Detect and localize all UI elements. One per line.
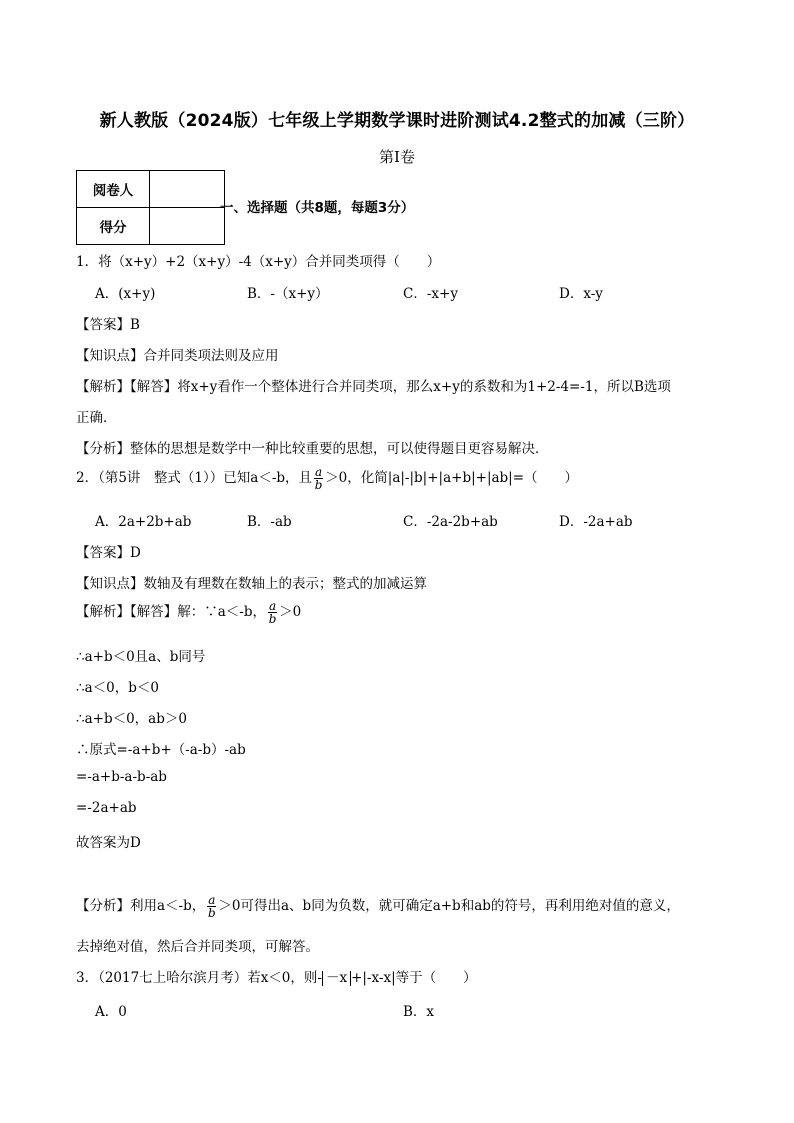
q2-option-b: B．-ab — [247, 514, 292, 530]
q3-option-a: A．0 — [95, 1004, 127, 1020]
q2-fenxi-pre: 【分析】利用a＜-b， — [76, 898, 206, 914]
grading-table — [76, 170, 225, 245]
q2-stem-pre: 2．（第5讲 整式（1））已知a＜-b，且 — [76, 470, 313, 486]
q3-option-b: B．x — [403, 1004, 435, 1020]
q1-option-b: B．-（x+y） — [247, 286, 329, 302]
q2-step: ∴a+b＜0，ab＞0 — [76, 711, 187, 727]
fraction-denominator: b — [268, 612, 277, 626]
q2-step: =-a+b-a-b-ab — [76, 769, 167, 785]
q2-answer: 【答案】D — [76, 545, 141, 561]
q2-fenxi-line2: 去掉绝对值，然后合并同类项，可解答。 — [76, 939, 319, 955]
q2-analysis-fraction — [268, 600, 277, 625]
q1-analysis-line2: 正确． — [76, 410, 117, 426]
q1-option-d: D．x-y — [559, 286, 603, 302]
q2-knowledge: 【知识点】数轴及有理数在数轴上的表示；整式的加减运算 — [76, 576, 427, 592]
q2-fenxi-fraction — [207, 894, 216, 919]
q1-stem: 1．将（x+y）+2（x+y）-4（x+y）合并同类项得（ ） — [76, 254, 441, 270]
fraction-denominator: b — [314, 478, 323, 492]
q2-conclusion: 故答案为D — [76, 835, 141, 851]
volume-label: 第Ⅰ卷 — [379, 148, 415, 166]
q2-analysis — [76, 600, 301, 625]
q1-option-c: C．-x+y — [403, 286, 458, 302]
q1-option-a: A．(x+y) — [95, 286, 156, 302]
document-title: 新人教版（2024版）七年级上学期数学课时进阶测试4.2整式的加减（三阶） — [99, 111, 695, 131]
section-heading: 一、选择题（共8题，每题3分） — [220, 200, 415, 216]
q2-stem-fraction — [314, 466, 323, 491]
q3-stem-pre: 3．（2017七上哈尔滨月考）若x＜0，则- — [76, 970, 322, 986]
q2-step: ∴a+b＜0且a、b同号 — [76, 649, 206, 665]
reviewer-label: 阅卷人 — [77, 171, 150, 208]
q2-analysis-post: ＞0 — [279, 604, 302, 620]
q2-option-c: C．-2a-2b+ab — [403, 514, 498, 530]
q2-option-d: D．-2a+ab — [559, 514, 633, 530]
fraction-numerator: a — [208, 893, 216, 907]
q1-analysis-line1: 【解析】【解答】将x+y看作一个整体进行合并同类项，那么x+y的系数和为1+2-4=-1，所以B选项 — [76, 379, 671, 395]
q3-abs-value: －x — [322, 971, 351, 986]
q2-step: =-2a+ab — [76, 800, 137, 816]
score-label: 得分 — [77, 208, 150, 245]
q2-analysis-pre: 【解析】【解答】解：∵a＜-b， — [76, 604, 267, 620]
q2-stem — [76, 466, 578, 491]
q1-answer: 【答案】B — [76, 317, 140, 333]
reviewer-cell — [150, 171, 225, 208]
q2-step: ∴a＜0，b＜0 — [76, 680, 159, 696]
q3-stem — [76, 966, 477, 986]
q3-stem-post: +|-x-x|等于（ ） — [351, 970, 477, 986]
q1-knowledge: 【知识点】合并同类项法则及应用 — [76, 348, 279, 364]
fraction-numerator: a — [315, 465, 323, 479]
q2-step: ∴原式=-a+b+（-a-b）-ab — [76, 742, 246, 758]
score-cell — [150, 208, 225, 245]
q2-fenxi-post: ＞0可得出a、b同为负数，就可确定a+b和ab的符号，再利用绝对值的意义， — [218, 898, 680, 914]
q2-fenxi — [76, 894, 680, 919]
fraction-numerator: a — [269, 599, 277, 613]
fraction-denominator: b — [208, 906, 216, 920]
q2-stem-post: ＞0，化简|a|-|b|+|a+b|+|ab|=（ ） — [325, 470, 579, 486]
q2-option-a: A．2a+2b+ab — [95, 514, 192, 530]
q1-fenxi: 【分析】整体的思想是数学中一种比较重要的思想，可以使得题目更容易解决． — [76, 441, 549, 457]
